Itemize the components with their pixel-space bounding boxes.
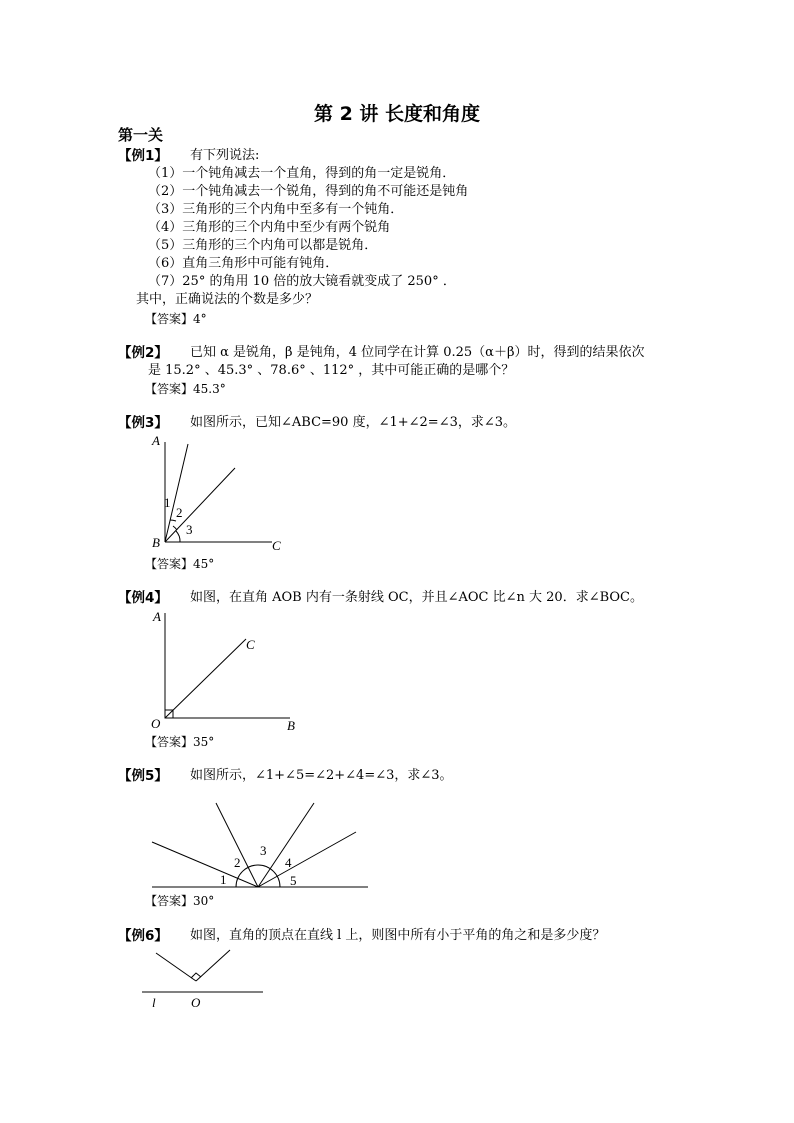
angle-label-2: 2 [176,505,183,520]
angle-arc-3 [176,531,180,542]
problem-text: 如图所示，∠1+∠5=∠2+∠4=∠3，求∠3。 [190,768,453,783]
angle-figure-5 [150,795,375,895]
point-label-b: B [287,718,295,733]
example-label: 【例6】 [118,928,168,944]
angle-arc [236,865,280,887]
angle-figure-4 [140,605,310,735]
point-label-a: A [152,433,160,448]
problem-text: 是 15.2° 、45.3° 、78.6° 、112° ，其中可能正确的是哪个？ [148,363,515,378]
problem-text: 已知 α 是锐角，β 是钝角，4 位同学在计算 0.25（α＋β）时，得到的结果依次 [190,345,645,360]
angle-figure-6 [140,945,270,1010]
problem-text: 如图，在直角 AOB 内有一条射线 OC，并且∠AOC 比∠n 大 20．求∠BOC。 [190,590,643,605]
ray-4 [258,832,356,887]
point-label-a: A [153,609,161,624]
answer-text: 【答案】4° [145,312,207,326]
angle-arc-2 [173,526,177,530]
angle-label-3: 3 [186,522,193,537]
statement-item: （7）25° 的角用 10 倍的放大镜看就变成了 250° ． [148,274,456,289]
statement-item: （1）一个钝角减去一个直角，得到的角一定是锐角． [148,166,456,181]
ray-1 [165,444,188,542]
page-title: 第 2 讲 长度和角度 [313,103,481,125]
example-label: 【例5】 [118,768,168,784]
angle-label-3: 3 [260,843,267,858]
right-angle-side-left [156,953,196,981]
example-label: 【例4】 [118,590,168,606]
angle-figure-3 [140,430,310,560]
ray-1 [152,842,258,887]
line-label-l: l [152,995,156,1010]
answer-text: 【答案】30° [145,894,215,908]
angle-label-5: 5 [290,873,297,888]
answer-text: 【答案】45.3° [145,382,226,396]
section-title: 第一关 [118,126,164,144]
question-text: 其中，正确说法的个数是多少？ [136,292,319,307]
angle-arc-1 [170,520,176,521]
point-label-o: O [151,716,161,731]
right-angle-side-right [196,950,230,981]
ray-oc [165,639,246,718]
angle-label-2: 2 [234,855,241,870]
angle-label-1: 1 [164,495,171,510]
point-label-o: O [191,995,201,1010]
statement-item: （5）三角形的三个内角可以都是锐角． [148,238,378,253]
statement-item: （2）一个钝角减去一个锐角，得到的角不可能还是钝角 [148,184,469,199]
angle-label-1: 1 [220,872,227,887]
example-label: 【例3】 [118,415,168,431]
statement-item: （4）三角形的三个内角中至少有两个锐角 [148,220,391,235]
point-label-c: C [246,637,255,652]
example-intro: 有下列说法: [190,148,260,163]
answer-text: 【答案】45° [145,557,215,571]
example-label: 【例2】 [118,345,168,361]
point-label-b: B [152,535,160,550]
problem-text: 如图所示，已知∠ABC=90 度，∠1+∠2=∠3，求∠3。 [190,415,517,430]
angle-label-4: 4 [285,855,292,870]
problem-text: 如图，直角的顶点在直线 l 上，则图中所有小于平角的角之和是多少度？ [190,928,606,943]
statement-item: （3）三角形的三个内角中至多有一个钝角． [148,202,404,217]
statement-item: （6）直角三角形中可能有钝角． [148,256,339,271]
answer-text: 【答案】35° [145,735,215,749]
example-label: 【例1】 [118,148,168,164]
point-label-c: C [272,538,281,553]
